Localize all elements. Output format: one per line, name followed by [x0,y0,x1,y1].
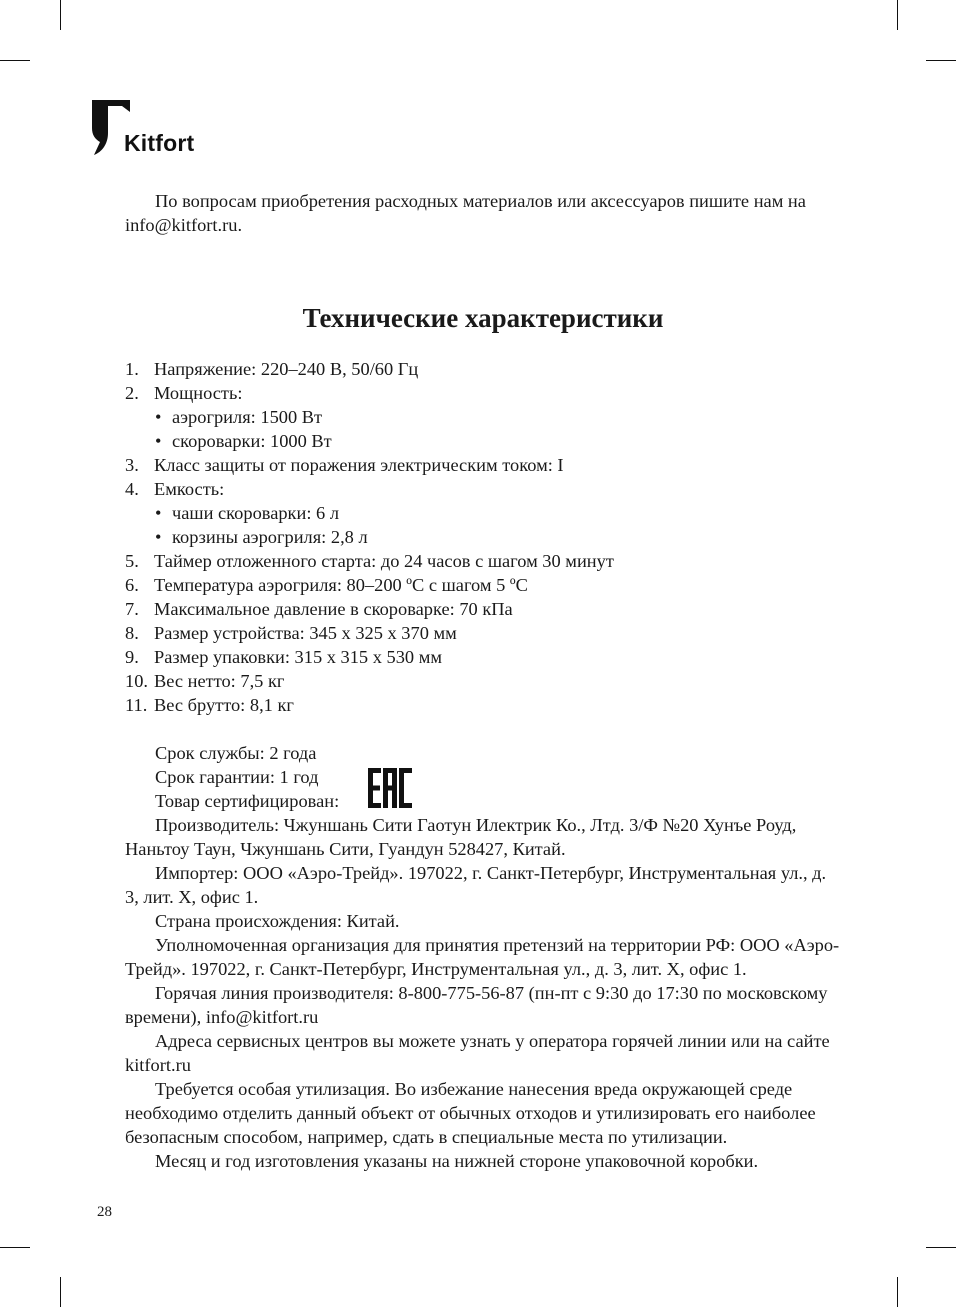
spec-item [125,597,614,621]
spec-subitem-text: корзины аэрогриля: 2,8 л [172,527,368,547]
spec-list [125,357,614,717]
service-life: Срок службы: 2 года [155,743,317,763]
spec-number: 5. [125,551,139,571]
crop-mark [60,0,61,30]
section-title: Технические характеристики [302,303,664,333]
spec-number: 11. [125,695,148,715]
body-paragraph: Уполномоченная организация для принятия претензий на территории РФ: ООО «Аэро-Трейд». 197022, г. Санкт-Петербург, Инструментальная ул., д. 3, лит. Х, офис 1. [125,935,840,979]
spec-item [125,549,614,573]
spec-item [125,357,614,381]
body-paragraph: Производитель: Чжуншань Сити Гаотун Илектрик Ко., Лтд. 3/Ф №20 Хунъе Роуд, Наньтоу Таун, Чжуншань Сити, Гуандун 528427, Китай. [125,815,797,859]
spec-text: Напряжение: 220–240 В, 50/60 Гц [154,359,419,379]
spec-subitem [125,501,614,525]
spec-text: Вес брутто: 8,1 кг [154,695,294,715]
spec-text: Вес нетто: 7,5 кг [154,671,285,691]
spec-text: Емкость: [154,479,225,499]
spec-subitem [125,429,614,453]
spec-item [125,453,614,477]
body-paragraph: Адреса сервисных центров вы можете узнать у оператора горячей линии или на сайте kitfort.ru [125,1031,830,1075]
spec-item [125,477,614,501]
spec-item [125,621,614,645]
spec-text: Максимальное давление в скороварке: 70 кПа [154,599,513,619]
body-paragraph: Требуется особая утилизация. Во избежание нанесения вреда окружающей среде необходимо отделить данный объект от обычных отходов и утилизировать его наиболее безопасным способом, например, сдать в специальные места по утилизации. [125,1079,816,1147]
page-number: 28 [97,1204,112,1220]
body-paragraph: Месяц и год изготовления указаны на нижней стороне упаковочной коробки. [155,1151,759,1171]
spec-text: Класс защиты от поражения электрическим током: I [154,455,564,475]
brand-name: Kitfort [124,130,195,156]
certified-label: Товар сертифицирован: [155,791,340,811]
bullet-icon: • [155,407,162,427]
spec-number: 8. [125,623,139,643]
body-paragraph: Горячая линия производителя: 8-800-775-56-87 (пн-пт с 9:30 до 17:30 по московскому времени), info@kitfort.ru [125,983,828,1027]
spec-item [125,693,614,717]
spec-subitem [125,525,614,549]
intro-paragraph: По вопросам приобретения расходных материалов или аксессуаров пишите нам на info@kitfort.ru. [125,191,806,235]
spec-text: Таймер отложенного старта: до 24 часов с шагом 30 минут [154,551,614,571]
service-info [155,741,339,813]
spec-number: 3. [125,455,139,475]
spec-subitem-text: скороварки: 1000 Вт [172,431,332,451]
spec-number: 9. [125,647,139,667]
body-paragraph: Импортер: ООО «Аэро-Трейд». 197022, г. Санкт-Петербург, Инструментальная ул., д. 3, лит. Х, офис 1. [125,863,827,907]
spec-subitem [125,405,614,429]
spec-item [125,573,614,597]
spec-number: 1. [125,359,139,379]
crop-mark [897,0,898,30]
crop-mark [60,1277,61,1307]
spec-number: 2. [125,383,139,403]
spec-item [125,669,614,693]
bullet-icon: • [155,527,162,547]
crop-mark [0,1247,30,1248]
spec-text: Температура аэрогриля: 80–200 ºC с шагом 5 ºC [154,575,528,595]
body-paragraph: Страна происхождения: Китай. [155,911,400,931]
spec-text: Размер упаковки: 315 x 315 x 530 мм [154,647,442,667]
bullet-icon: • [155,503,162,523]
crop-mark [0,60,30,61]
spec-text: Мощность: [154,383,243,403]
spec-number: 4. [125,479,139,499]
crop-mark [897,1277,898,1307]
legal-paragraphs [125,813,841,1173]
spec-item [125,381,614,405]
eac-certification-icon [368,768,412,808]
spec-number: 7. [125,599,139,619]
brand-logo [92,100,194,155]
spec-text: Размер устройства: 345 x 325 x 370 мм [154,623,457,643]
bullet-icon: • [155,431,162,451]
spec-item [125,645,614,669]
spec-subitem-text: аэрогриля: 1500 Вт [172,407,323,427]
spec-number: 10. [125,671,148,691]
warranty: Срок гарантии: 1 год [155,767,319,787]
spec-subitem-text: чаши скороварки: 6 л [172,503,340,523]
crop-mark [926,1247,956,1248]
spec-number: 6. [125,575,139,595]
crop-mark [926,60,956,61]
